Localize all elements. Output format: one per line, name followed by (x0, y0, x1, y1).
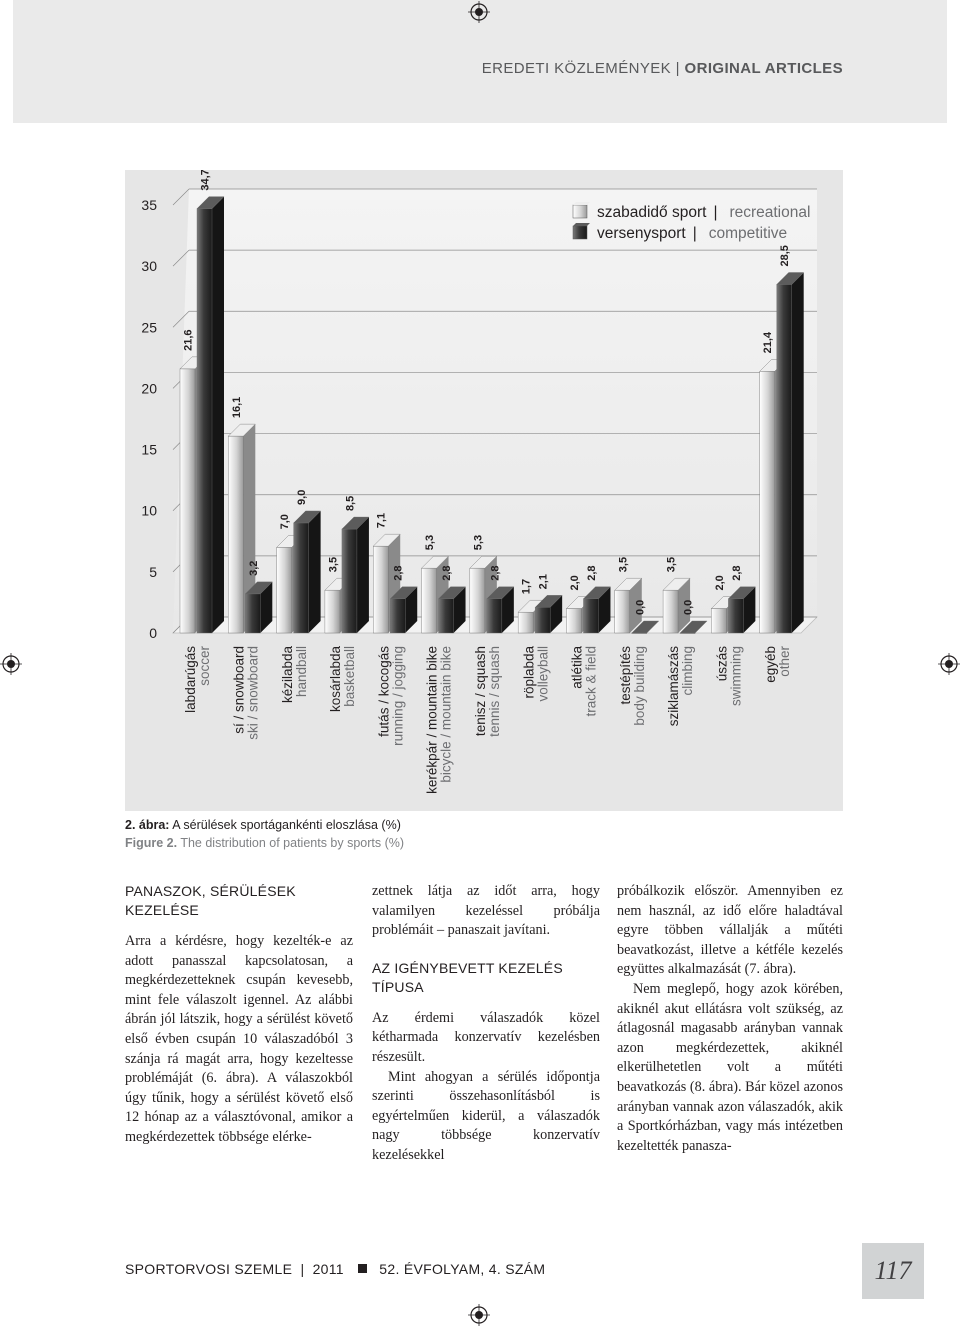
data-label: 2,8 (730, 565, 743, 581)
bar (535, 607, 550, 633)
bar (197, 209, 212, 633)
y-tick-label: 20 (141, 380, 157, 397)
page-number: 117 (862, 1243, 924, 1299)
x-label-hu: kézilabda (279, 646, 295, 704)
bar (760, 371, 775, 633)
data-label: 9,0 (296, 489, 309, 505)
bar (615, 590, 630, 633)
y-tick-label: 35 (141, 197, 157, 213)
data-label: 34,7 (199, 170, 212, 191)
x-label-en: body building (631, 646, 647, 726)
data-label: 2,8 (441, 565, 454, 581)
section-header-hu: EREDETI KÖZLEMÉNYEK (481, 60, 672, 77)
bar-side (357, 517, 369, 633)
bar (245, 594, 260, 633)
bar (422, 568, 437, 633)
x-label-en: basketball (342, 646, 358, 707)
text-column-1 (125, 882, 353, 1148)
paragraph: Mint ahogyan a sérülés időpontja szerinti összehasonlításból is egyértelműen kiderül, a válaszadók nagy többsége konzervatív kezelésekkel (372, 1068, 600, 1163)
x-label-en: climbing (680, 646, 696, 696)
data-label: 2,1 (537, 574, 550, 590)
x-label-en: running / jogging (390, 646, 406, 746)
bar-side (212, 197, 224, 633)
gridline (173, 189, 189, 205)
bar (325, 590, 340, 633)
registration-mark-icon (468, 1304, 490, 1326)
journal-name: SPORTORVOSI SZEMLE (125, 1261, 293, 1277)
text-column-2 (372, 882, 600, 1166)
x-label-en: soccer (197, 646, 213, 686)
x-label-en: volleyball (535, 646, 551, 702)
x-label-hu: testépítés (617, 646, 633, 705)
figure-caption-hu-label: 2. ábra: (125, 818, 170, 832)
data-label: 0,0 (682, 599, 695, 615)
bar (439, 599, 454, 633)
bar (777, 284, 792, 633)
legend-label-en: recreational (729, 204, 811, 221)
data-label: 3,2 (247, 560, 260, 576)
y-tick-label: 30 (141, 258, 157, 275)
x-label-en: track & field (583, 646, 599, 717)
legend-swatch (573, 205, 587, 218)
journal-year: 2011 (312, 1261, 344, 1277)
figure-caption-hu-text: A sérülések sportágankénti eloszlása (%) (172, 818, 401, 832)
data-label: 21,4 (762, 331, 775, 354)
bar (728, 599, 743, 633)
legend-label-en: competitive (708, 225, 788, 242)
x-label-en: bicycle / mountain bike (438, 646, 454, 783)
bar (663, 590, 678, 633)
figure-caption-en (125, 836, 404, 850)
bar (373, 546, 388, 633)
bar-side (309, 511, 321, 633)
journal-volume: 52. ÉVFOLYAM, 4. SZÁM (379, 1261, 546, 1277)
section-header-divider: | (675, 60, 680, 77)
data-label: 3,5 (665, 556, 678, 573)
paragraph: Az érdemi válaszadók közel kétharmada konzervatív kezelésben részesült. (372, 1009, 600, 1065)
section-header-en: ORIGINAL ARTICLES (684, 60, 843, 77)
y-tick-label: 5 (149, 563, 157, 580)
figure-caption-en-text: The distribution of patients by sports (%) (180, 836, 405, 850)
x-label-hu: tenisz / squash (473, 646, 488, 737)
registration-mark-icon (938, 653, 960, 675)
data-label: 3,5 (327, 556, 340, 573)
legend-label-hu: versenysport (597, 225, 686, 242)
bar (277, 547, 292, 633)
footer-divider: | (300, 1261, 305, 1277)
data-label: 2,0 (568, 575, 581, 591)
x-label-hu: úszás (714, 646, 730, 682)
bar (583, 599, 598, 633)
x-label-hu: kosárlabda (328, 646, 344, 713)
registration-mark-icon (0, 653, 22, 675)
x-label-en: ski / snowboard (245, 646, 261, 740)
data-label: 21,6 (182, 329, 195, 351)
data-label: 1,7 (520, 578, 533, 595)
x-label-en: tennis / squash (487, 646, 502, 737)
figure-caption-hu (125, 818, 401, 832)
bar (711, 609, 726, 633)
data-label: 2,0 (713, 575, 726, 591)
data-label: 3,5 (617, 556, 630, 573)
bar (566, 609, 581, 633)
bar-chart (125, 170, 843, 811)
bar (228, 436, 243, 633)
x-label-en: swimming (728, 646, 744, 707)
paragraph: zettnek látja az időt arra, hogy valamilyen kezeléssel próbálja problémáit – panaszait javítani. (372, 883, 600, 939)
data-label: 16,1 (230, 396, 243, 419)
data-label: 28,5 (779, 245, 792, 267)
x-label-hu: röplabda (521, 646, 537, 699)
data-label: 7,0 (279, 514, 292, 530)
x-label-hu: labdarúgás (183, 646, 199, 713)
bar (470, 568, 485, 633)
data-label: 8,5 (344, 495, 357, 512)
section-header (482, 60, 843, 77)
legend-swatch (573, 226, 587, 239)
figure-caption-en-label: Figure 2. (125, 836, 178, 850)
data-label: 2,8 (489, 565, 502, 581)
legend-divider: | (692, 225, 697, 242)
bar (518, 612, 533, 633)
data-label: 7,1 (375, 512, 388, 529)
y-tick-label: 25 (141, 319, 157, 336)
paragraph: Arra a kérdésre, hogy kezelték-e az adott panasszal kapcsolatosan, a megkérdezetteknek csupán kevesebb, mint fele válaszolt igennel. Az alábbi ábrán jól látszik, hogy a sérülést követő első évben csupán 10 válaszadóból 3 szánja rá magát arra, hogy kezeltesse problémáját (6. ábra). A válaszokból úgy tűnik, hogy a sérülést követő első 12 hónap az a választóvonal, amikor a megkérdezettek többsége elérke- (125, 933, 353, 1145)
registration-mark-icon (468, 1, 490, 23)
bar-side (792, 272, 804, 633)
legend-divider: | (713, 204, 718, 221)
x-label-en: handball (293, 646, 309, 698)
x-label-hu: kerékpár / mountain bike (424, 646, 440, 794)
section-heading-treatment-type: AZ IGÉNYBEVETT KEZELÉS TÍPUSA (372, 959, 563, 995)
x-label-hu: egyéb (762, 646, 778, 683)
x-label-hu: atlétika (569, 646, 585, 689)
bar (390, 599, 405, 633)
text-column-3 (617, 882, 843, 1156)
y-tick-label: 15 (141, 441, 157, 458)
square-bullet-icon (358, 1264, 367, 1273)
data-label: 2,8 (585, 565, 598, 581)
legend-label-hu: szabadidő sport (597, 204, 707, 221)
section-heading-complaints: PANASZOK, SÉRÜLÉSEK KEZELÉSE (125, 883, 296, 918)
x-label-hu: futás / kocogás (376, 646, 392, 737)
y-tick-label: 0 (149, 625, 157, 641)
x-label-en: other (776, 646, 792, 677)
x-label-hu: sziklamászás (666, 646, 682, 727)
data-label: 5,3 (472, 534, 485, 551)
bar (180, 369, 195, 633)
bar (342, 529, 357, 633)
bar (487, 599, 502, 633)
paragraph: Nem meglepő, hogy azok körében, akiknél akut ellátásra volt szükség, az átlagosnál magasabb arányban vannak azon megkérdezettek, akiknél elkerülhetetlen volt a műtéti beavatkozás (8. ábra). Bár közel azonos arányban vannak azon válaszadók, akik a Sportkórházban, vagy más intézetben kezeltették panasza- (617, 980, 843, 1154)
footer-journal-info (125, 1261, 545, 1277)
x-label-hu: sí / snowboard (231, 646, 247, 734)
chart-panel (125, 170, 843, 811)
data-label: 5,3 (424, 534, 437, 551)
data-label: 0,0 (634, 599, 647, 615)
bar (294, 523, 309, 633)
paragraph: próbálkozik először. Amennyiben ez nem használ, az idő előre haladtával egyre többen vállalják a műtéti beavatkozást, illetve a kétféle kezelés együttes alkalmazását (7. ábra). (617, 883, 843, 978)
y-tick-label: 10 (141, 502, 157, 519)
data-label: 2,8 (392, 565, 405, 581)
